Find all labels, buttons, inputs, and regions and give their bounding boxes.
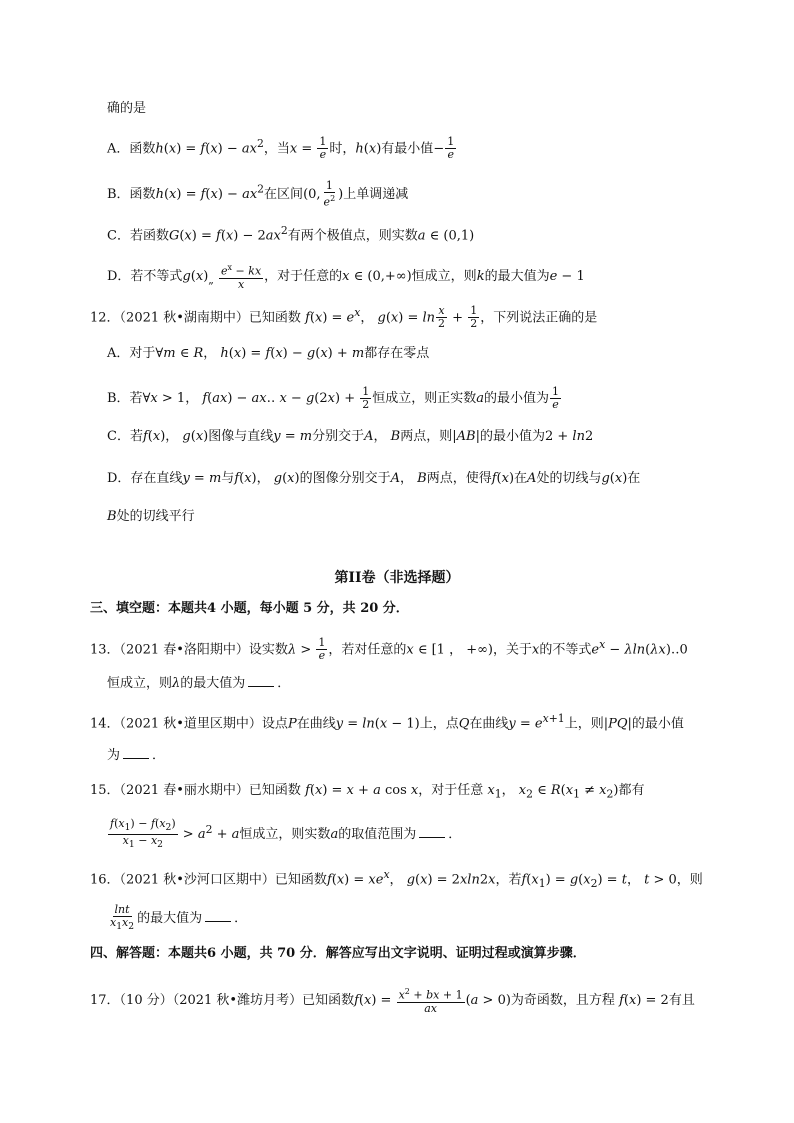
section3-heading: 三、填空题：本题共4 小题，每小题 5 分，共 20 分． bbox=[90, 601, 409, 616]
q14-line2: 为 ． bbox=[107, 748, 166, 763]
q12-option-d-line2: B处的切线平行 bbox=[107, 509, 195, 524]
q12-option-d: D．存在直线y = m与f(x)， g(x)的图像分别交于A， B两点，使得f(x)在A处的切线与g(x)在 bbox=[107, 471, 641, 486]
q11-tail: 确的是 bbox=[107, 101, 147, 116]
q11-option-d: D．若不等式$g(x)_„$ $\frac{e^x - kx}{x}$ ，对于任意的x ∈ (0,+∞)恒成立，则k的最大值为e − 1 bbox=[107, 263, 585, 291]
part2-title: 第II卷（非选择题） bbox=[334, 570, 460, 586]
q12-option-c: C．若f(x)， g(x)图像与直线y = m分别交于A， B两点，则|AB|的最小值为2 + ln2 bbox=[107, 429, 594, 444]
q13-line2: 恒成立，则λ的最大值为 ． bbox=[107, 676, 291, 691]
q12-option-b: B．若∀x > 1， f(ax) − ax‥ x − g(2x) + $\frac{1}{2}$ 恒成立，则正实数a的最小值为 $\frac{1}{e}$ bbox=[107, 385, 560, 411]
q16-line2: $\frac{\ln t}{x_1x_2}$ 的最大值为 ． bbox=[110, 903, 248, 933]
q13-stem: 13．（2021 春•洛阳期中）设实数λ > $\frac{1}{e}$ ，若对任意的x ∈ [1 ， +∞)，关于x的不等式$e^x$ − λln(λx)‥0 bbox=[90, 636, 688, 663]
q16-answer-blank[interactable] bbox=[205, 909, 231, 922]
q15-line2: $\frac{f(x_1) - f(x_2)}{x_1 - x_2}$ > $a^2 + a$恒成立，则实数a的取值范围为 ． bbox=[110, 817, 462, 851]
q12-stem: 12．（2021 秋•湖南期中）已知函数 $f(x) = e^x$， g(x) = ln $\frac{x}{2}$ + $\frac{1}{2}$ ，下列说法正确的是 bbox=[90, 304, 598, 331]
q15-answer-blank[interactable] bbox=[419, 825, 445, 838]
q15-stem: 15．（2021 春•丽水期中）已知函数 f(x) = x + a cos x，对于任意 $x_1$， $x_2$ ∈ $R(x_1 \ne x_2)$都有 bbox=[90, 783, 645, 801]
q14-answer-blank[interactable] bbox=[123, 746, 149, 759]
q11-option-b: B．函数$h(x) = f(x) - ax^2$在区间(0, $\frac{1}{e^2}$ )上单调递减 bbox=[107, 179, 409, 209]
q11-option-a: A．函数$h(x) = f(x) - ax^2$，当x = $\frac{1}{e}$ 时，h(x)有最小值− $\frac{1}{e}$ bbox=[107, 135, 455, 162]
q16-stem: 16．（2021 秋•沙河口区期中）已知函数$f(x) = xe^x$， g(x) = 2xln2x，若$f(x_1) = g(x_2) = t$， t > 0，则 bbox=[90, 868, 703, 890]
q13-answer-blank[interactable] bbox=[248, 674, 274, 687]
q11-option-c: C．若函数$G(x) = f(x) - 2ax^2$有两个极值点，则实数a ∈ (0,1) bbox=[107, 224, 475, 244]
section4-heading: 四、解答题：本题共6 小题，共 70 分．解答应写出文字说明、证明过程或演算步骤． bbox=[90, 946, 586, 961]
q12-option-a: A．对于∀m ∈ R， h(x) = f(x) − g(x) + m都存在零点 bbox=[107, 346, 430, 361]
q17-stem: 17．（10 分）（2021 秋•潍坊月考）已知函数f(x) = $\frac{x^2 + bx + 1}{ax}$ (a > 0)为奇函数，且方程 f(x) = 2有且 bbox=[90, 987, 695, 1015]
q14-stem: 14．（2021 秋•道里区期中）设点P在曲线y = ln(x − 1)上，点Q在曲线$y = e^{x+1}$上，则|PQ|的最小值 bbox=[90, 712, 684, 732]
